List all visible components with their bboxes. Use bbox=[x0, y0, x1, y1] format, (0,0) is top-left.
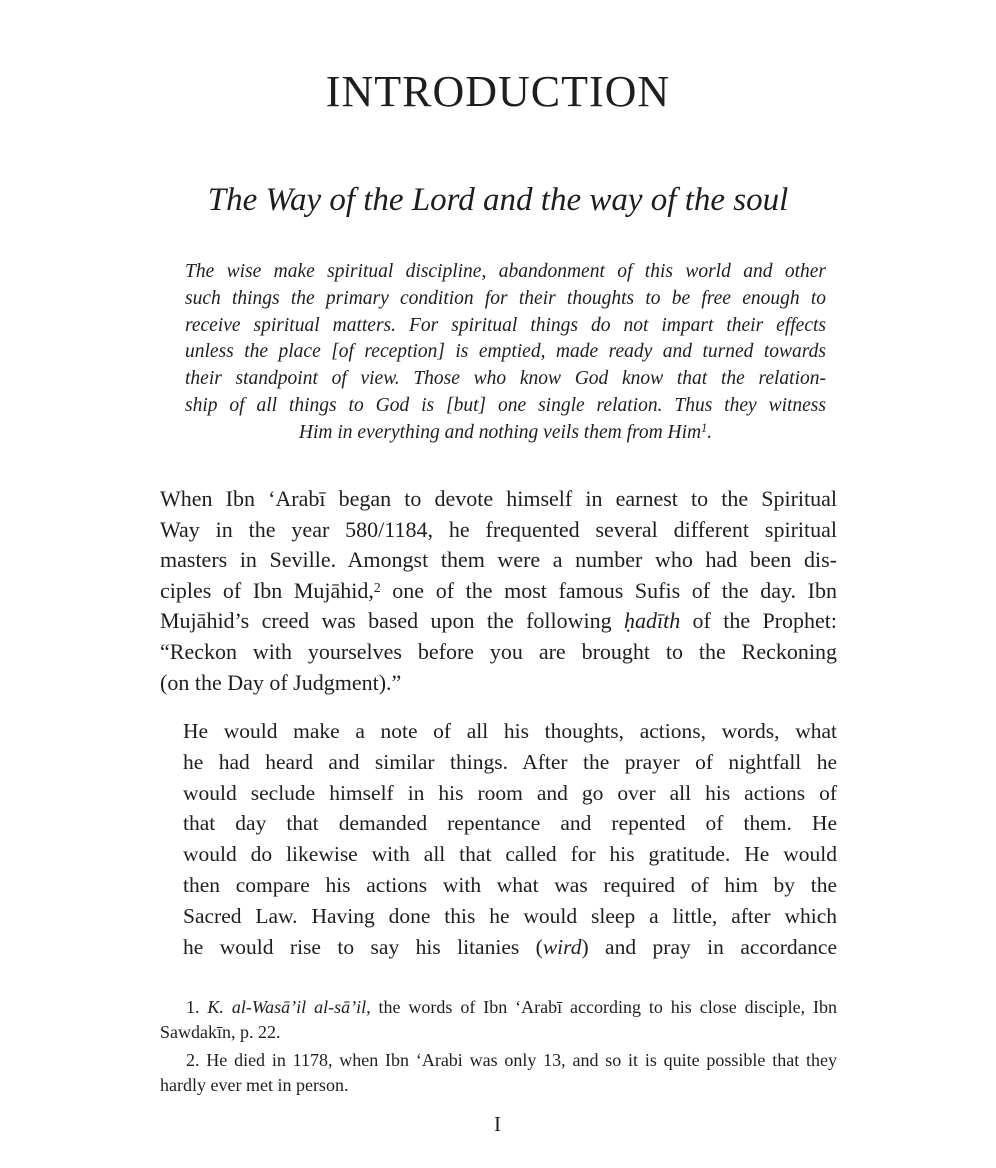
footnote-reference: 1 bbox=[701, 421, 708, 436]
text-line bbox=[185, 366, 826, 393]
text-segment: then compare his actions with what was required of him by the bbox=[183, 872, 837, 897]
text-line bbox=[183, 901, 837, 932]
italic-text: wird bbox=[542, 934, 582, 959]
text-segment: Sacred Law. Having done this he would sleep a little, after which bbox=[183, 903, 837, 928]
text-line bbox=[183, 839, 837, 870]
text-segment: , the words of Ibn ‘Arabī according to his close disciple, Ibn Sawdakīn, p. 22. bbox=[160, 997, 838, 1042]
text-line bbox=[183, 747, 837, 778]
epigraph-quote bbox=[185, 259, 826, 447]
text-line bbox=[160, 668, 837, 699]
text-line bbox=[185, 313, 826, 340]
text-line bbox=[185, 339, 826, 366]
text-segment: ) and pray in accordance bbox=[581, 934, 837, 959]
text-line bbox=[160, 576, 837, 607]
text-segment: . bbox=[707, 421, 713, 443]
text-segment: Mujāhid’s creed was based upon the following bbox=[160, 608, 624, 634]
text-segment: (on the Day of Judgment).” bbox=[160, 669, 402, 695]
text-line bbox=[160, 606, 837, 637]
text-line bbox=[160, 515, 837, 546]
text-segment: he would rise to say his litanies ( bbox=[183, 934, 543, 959]
text-line bbox=[185, 259, 826, 286]
section-heading: The Way of the Lord and the way of the soul bbox=[207, 182, 789, 218]
chapter-title: INTRODUCTION bbox=[325, 67, 671, 116]
text-segment: masters in Seville. Amongst them were a number who had been dis- bbox=[160, 547, 837, 573]
footnote-reference: 2 bbox=[373, 579, 381, 595]
text-segment: He would make a note of all his thoughts, actions, words, what bbox=[183, 719, 837, 743]
text-line bbox=[183, 870, 837, 901]
text-segment: would do likewise with all that called for his gratitude. He would bbox=[183, 842, 837, 867]
text-line bbox=[183, 716, 837, 747]
text-segment: ciples of Ibn Mujāhid, bbox=[160, 577, 374, 603]
footnote-1 bbox=[160, 995, 837, 1045]
block-quote bbox=[183, 716, 837, 962]
italic-text: ḥadīth bbox=[623, 608, 681, 634]
text-segment: When Ibn ‘Arabī began to devote himself in earnest to the Spiritual bbox=[160, 486, 837, 511]
text-segment: 2. He died in 1178, when Ibn ‘Arabi was only 13, and so it is quite possible that they hardly ever met in person. bbox=[160, 1050, 837, 1095]
text-segment: he had heard and similar things. After the prayer of nightfall he bbox=[183, 749, 837, 774]
text-segment: ship of all things to God is [but] one single relation. Thus they witness bbox=[185, 394, 826, 416]
text-line bbox=[160, 545, 837, 576]
text-segment: one of the most famous Sufis of the day. Ibn bbox=[380, 577, 837, 603]
body-paragraph bbox=[160, 484, 837, 698]
text-segment: of the Prophet: bbox=[680, 608, 837, 634]
text-segment: unless the place [of reception] is emptied, made ready and turned towards bbox=[185, 341, 826, 363]
text-line bbox=[185, 393, 826, 420]
footnote-2 bbox=[160, 1048, 837, 1098]
text-segment: would seclude himself in his room and go over all his actions of bbox=[183, 780, 837, 805]
text-line bbox=[183, 808, 837, 839]
text-segment: that day that demanded repentance and repented of them. He bbox=[183, 811, 837, 836]
text-line bbox=[185, 420, 826, 447]
text-segment: “Reckon with yourselves before you are brought to the Reckoning bbox=[160, 638, 837, 664]
text-segment: Way in the year 580/1184, he frequented several different spiritual bbox=[160, 516, 837, 542]
text-line bbox=[160, 637, 837, 668]
text-line bbox=[183, 932, 837, 963]
text-segment: 1. bbox=[186, 997, 208, 1017]
text-line bbox=[183, 778, 837, 809]
text-segment: Him in everything and nothing veils them from Him bbox=[298, 421, 702, 443]
footnotes-section bbox=[160, 995, 837, 1098]
text-segment: The wise make spiritual discipline, abandonment of this world and other bbox=[185, 261, 826, 282]
text-line bbox=[185, 286, 826, 313]
text-segment: their standpoint of view. Those who know God know that the relation- bbox=[185, 368, 826, 390]
text-segment: such things the primary condition for their thoughts to be free enough to bbox=[185, 287, 826, 309]
italic-text: K. al-Wasā’il al-sā’il bbox=[207, 997, 367, 1017]
text-segment: receive spiritual matters. For spiritual things do not impart their effects bbox=[185, 314, 826, 336]
page-number: I bbox=[494, 1112, 502, 1136]
text-line bbox=[160, 484, 837, 515]
